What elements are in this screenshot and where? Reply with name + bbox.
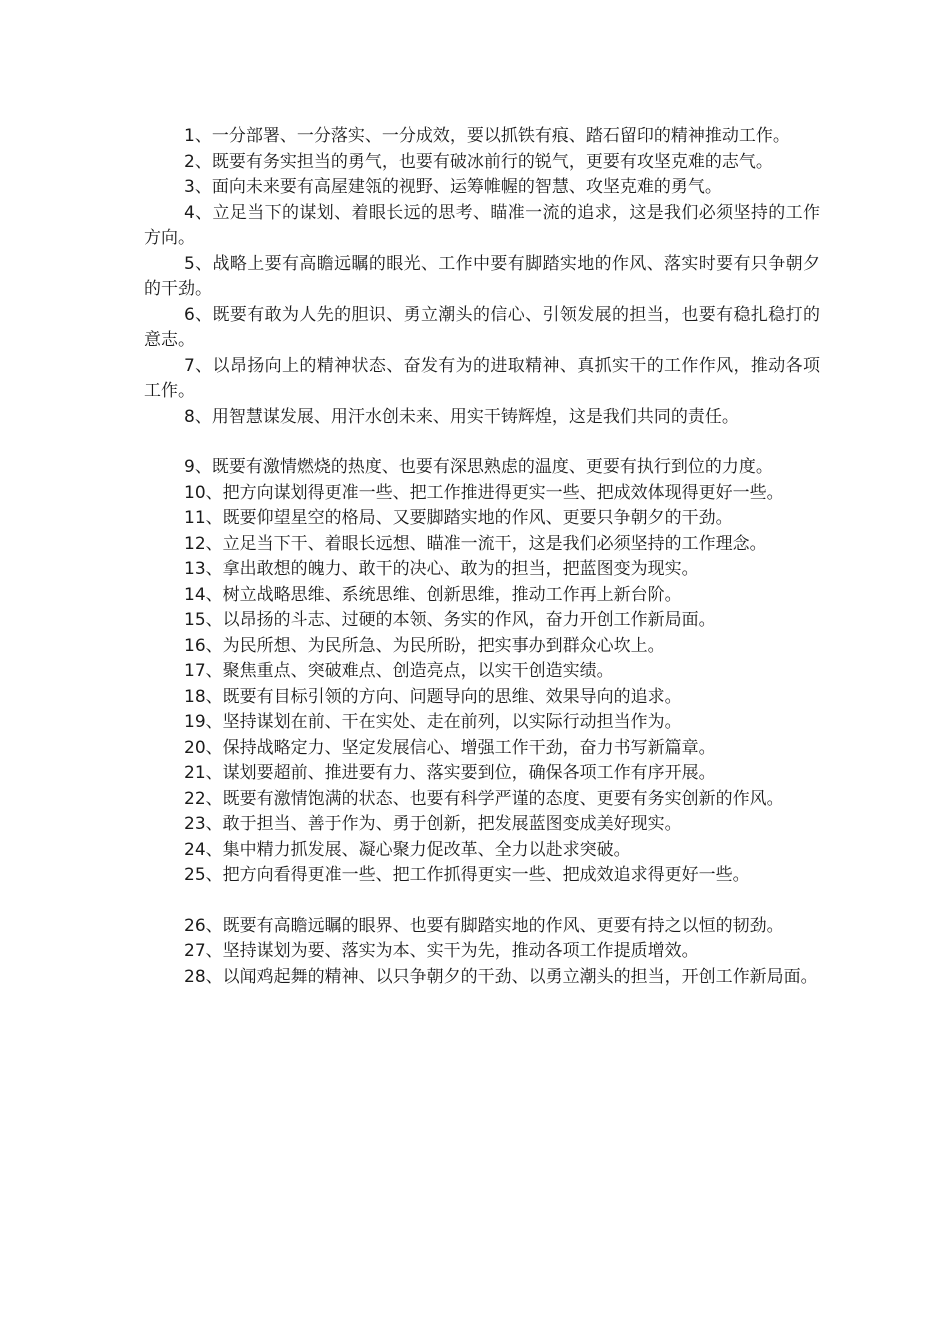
- paragraph-18: 18、既要有目标引领的方向、问题导向的思维、效果导向的追求。: [184, 686, 682, 707]
- paragraph-16: 16、为民所想、为民所急、为民所盼，把实事办到群众心坎上。: [184, 635, 665, 656]
- paragraph-23: 23、敢于担当、善于作为、勇于创新，把发展蓝图变成美好现实。: [184, 814, 682, 834]
- paragraph-5: 5、战略上要有高瞻远瞩的眼光、工作中要有脚踏实地的作风、落实时要有只争朝夕的干劲。: [144, 253, 820, 299]
- paragraph-6: 6、既要有敢为人先的胆识、勇立潮头的信心、引领发展的担当，也要有稳扎稳打的意志。: [144, 304, 820, 350]
- paragraph-12: 12、立足当下干、着眼长远想、瞄准一流干，这是我们必须坚持的工作理念。: [184, 533, 767, 554]
- paragraph-15: 15、以昂扬的斗志、过硬的本领、务实的作风，奋力开创工作新局面。: [184, 610, 716, 630]
- paragraph-gap: [144, 430, 820, 455]
- paragraph-8: 8、用智慧谋发展、用汗水创未来、用实干铸辉煌，这是我们共同的责任。: [184, 406, 739, 427]
- paragraph-3: 3、面向未来要有高屋建瓴的视野、运筹帷幄的智慧、攻坚克难的勇气。: [184, 177, 722, 197]
- paragraph-26: 26、既要有高瞻远瞩的眼界、也要有脚踏实地的作风、更要有持之以恒的韧劲。: [184, 915, 784, 936]
- paragraph-gap: [144, 889, 820, 914]
- paragraph-2: 2、既要有务实担当的勇气，也要有破冰前行的锐气，更要有攻坚克难的志气。: [184, 151, 773, 172]
- paragraph-7: 7、以昂扬向上的精神状态、奋发有为的进取精神、真抓实干的工作作风，推动各项工作。: [144, 355, 820, 401]
- paragraph-28: 28、以闻鸡起舞的精神、以只争朝夕的干劲、以勇立潮头的担当，开创工作新局面。: [184, 966, 818, 987]
- paragraph-21: 21、谋划要超前、推进要有力、落实要到位，确保各项工作有序开展。: [184, 763, 716, 783]
- paragraph-4: 4、立足当下的谋划、着眼长远的思考、瞄准一流的追求，这是我们必须坚持的工作方向。: [144, 202, 820, 248]
- paragraph-14: 14、树立战略思维、系统思维、创新思维，推动工作再上新台阶。: [184, 584, 682, 605]
- paragraph-22: 22、既要有激情饱满的状态、也要有科学严谨的态度、更要有务实创新的作风。: [184, 788, 784, 809]
- paragraph-1: 1、一分部署、一分落实、一分成效，要以抓铁有痕、踏石留印的精神推动工作。: [184, 126, 790, 146]
- paragraph-24: 24、集中精力抓发展、凝心聚力促改革、全力以赴求突破。: [184, 839, 631, 860]
- paragraph-19: 19、坚持谋划在前、干在实处、走在前列，以实际行动担当作为。: [184, 712, 682, 732]
- document-body: [144, 124, 820, 990]
- paragraph-20: 20、保持战略定力、坚定发展信心、增强工作干劲，奋力书写新篇章。: [184, 737, 716, 758]
- paragraph-13: 13、拿出敢想的魄力、敢干的决心、敢为的担当，把蓝图变为现实。: [184, 559, 699, 579]
- paragraph-11: 11、既要仰望星空的格局、又要脚踏实地的作风、更要只争朝夕的干劲。: [184, 508, 733, 528]
- paragraph-17: 17、聚焦重点、突破难点、创造亮点，以实干创造实绩。: [184, 661, 614, 681]
- paragraph-9: 9、既要有激情燃烧的热度、也要有深思熟虑的温度、更要有执行到位的力度。: [184, 457, 773, 477]
- paragraph-27: 27、坚持谋划为要、落实为本、实干为先，推动各项工作提质增效。: [184, 941, 699, 961]
- paragraph-25: 25、把方向看得更准一些、把工作抓得更实一些、把成效追求得更好一些。: [184, 865, 750, 885]
- paragraph-10: 10、把方向谋划得更准一些、把工作推进得更实一些、把成效体现得更好一些。: [184, 482, 784, 503]
